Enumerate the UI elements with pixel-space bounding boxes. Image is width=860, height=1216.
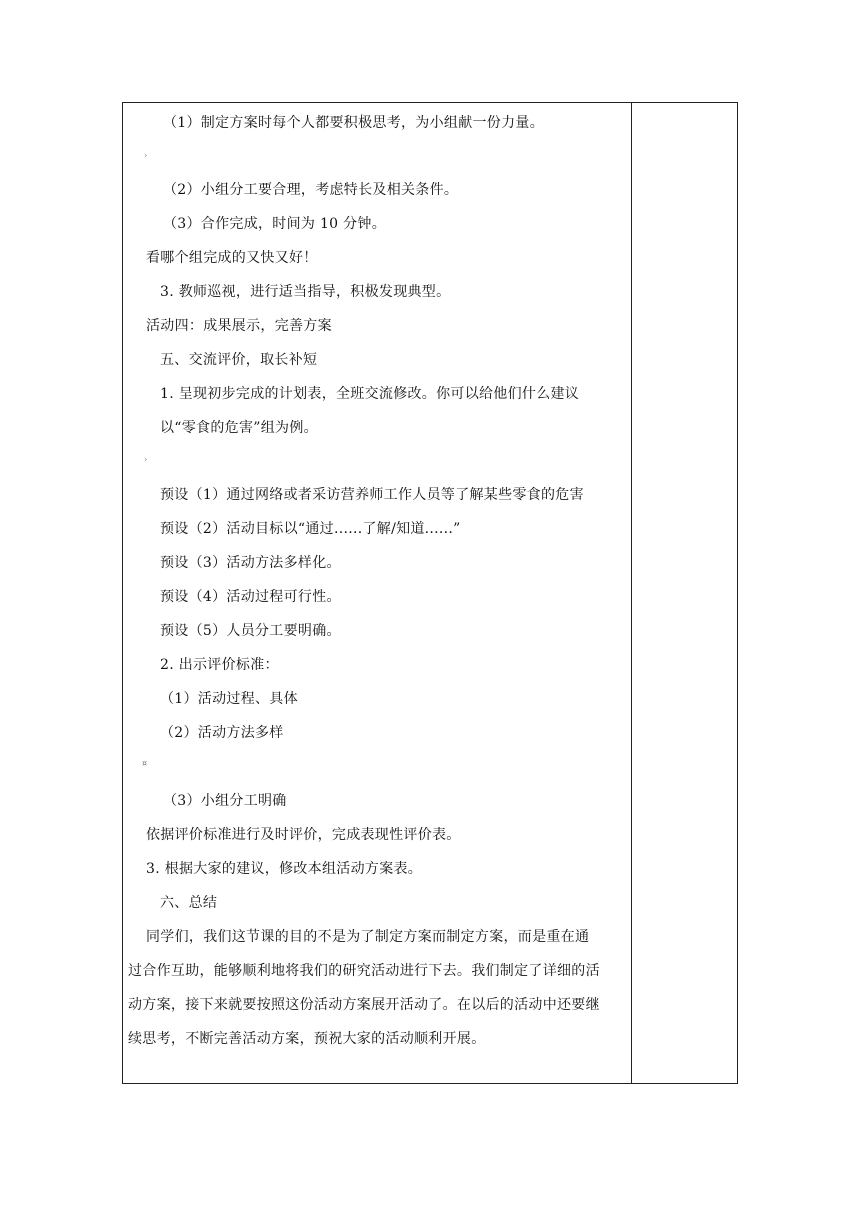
text-line: （2）小组分工要合理，考虑特长及相关条件。 — [163, 182, 459, 198]
text-line: 预设（4）活动过程可行性。 — [160, 589, 341, 605]
text-line: 预设（1）通过网络或者采访营养师工作人员等了解某些零食的危害 — [160, 487, 584, 503]
stray-mark: › — [144, 455, 148, 464]
text-line: 1. 呈现初步完成的计划表，全班交流修改。你可以给他们什么建议 — [160, 386, 580, 402]
text-line: 预设（5）人员分工要明确。 — [160, 623, 341, 639]
section-heading: 五、交流评价，取长补短 — [160, 352, 318, 368]
text-line: （2）活动方法多样 — [160, 725, 284, 741]
text-line: 3. 根据大家的建议，修改本组活动方案表。 — [146, 861, 423, 877]
text-line: 3. 教师巡视，进行适当指导，积极发现典型。 — [160, 284, 451, 300]
paragraph-line: 同学们，我们这节课的目的不是为了制定方案而制定方案，而是重在通 — [146, 929, 590, 945]
text-line: （1）活动过程、具体 — [160, 691, 298, 707]
paragraph-line: 动方案，接下来就要按照这份活动方案展开活动了。在以后的活动中还要继 — [128, 997, 600, 1013]
text-line: 以“零食的危害”组为例。 — [160, 420, 318, 436]
paragraph-line: 过合作互助，能够顺利地将我们的研究活动进行下去。我们制定了详细的活 — [128, 963, 600, 979]
column-divider — [631, 103, 632, 1083]
stray-mark: ¤ — [142, 759, 148, 768]
section-heading: 活动四：成果展示，完善方案 — [146, 318, 332, 334]
stray-mark: › — [144, 151, 148, 160]
text-line: （3）合作完成，时间为 10 分钟。 — [163, 216, 387, 232]
text-line: （3）小组分工明确 — [163, 793, 287, 809]
text-line: （1）制定方案时每个人都要积极思考，为小组献一份力量。 — [163, 115, 545, 131]
text-line: 依据评价标准进行及时评价，完成表现性评价表。 — [146, 827, 461, 843]
text-line: 预设（2）活动目标以“通过......了解/知道......” — [160, 521, 461, 537]
text-line: 2. 出示评价标准： — [160, 657, 279, 673]
paragraph-line: 续思考，不断完善活动方案，预祝大家的活动顺利开展。 — [128, 1031, 486, 1047]
text-line: 看哪个组完成的又快又好！ — [146, 250, 318, 266]
text-line: 预设（3）活动方法多样化。 — [160, 555, 341, 571]
section-heading: 六、总结 — [160, 895, 218, 911]
